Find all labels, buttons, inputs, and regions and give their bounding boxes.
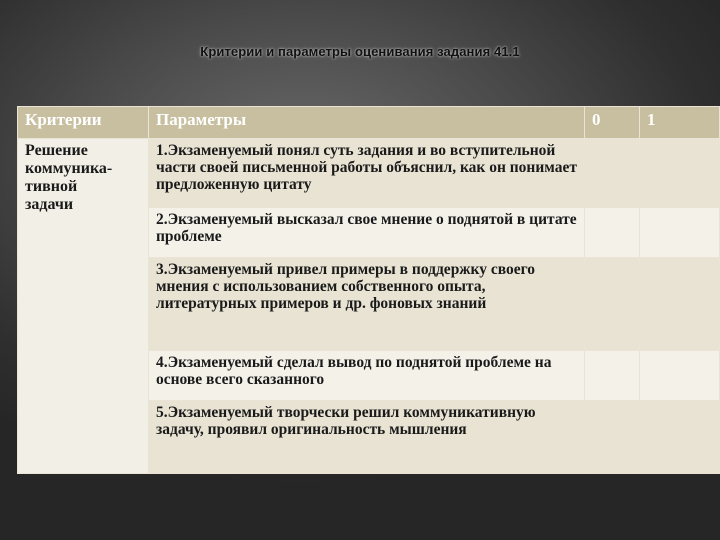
score-0-cell [585,350,640,400]
table-row [18,139,720,208]
parameter-text: 4.Экзаменуемый сделал вывод по поднятой проблеме на основе всего сказанного [156,353,552,388]
criterion-text: Решение коммуника-тивной задачи [25,142,113,213]
parameter-cell [149,350,585,400]
score-0-cell [585,401,640,474]
score-1-cell [640,350,720,400]
score-1-cell [640,207,720,257]
score-1-cell [640,258,720,351]
header-parameters: Параметры [149,107,585,139]
parameter-text: 5.Экзаменуемый творчески решил коммуникативную задачу, проявил оригинальность мышления [156,404,536,439]
table-header-row [18,107,720,139]
header-score-1: 1 [640,107,720,139]
slide-title: Критерии и параметры оценивания задания 41.1 [200,44,520,59]
score-1-cell [640,401,720,474]
score-0-cell [585,258,640,351]
parameter-cell [149,139,585,208]
parameter-text: 3.Экзаменуемый привел примеры в поддержку своего мнения с использованием собственного опыта, литературных примеров и др. фоновых знаний [156,261,536,313]
parameter-text: 2.Экзаменуемый высказал свое мнение о поднятой в цитате проблеме [156,210,577,245]
criterion-cell [18,139,149,474]
score-0-cell [585,207,640,257]
parameter-cell [149,401,585,474]
criteria-table [17,106,720,474]
score-1-cell [640,139,720,208]
parameter-cell [149,207,585,257]
header-score-0: 0 [585,107,640,139]
parameter-cell [149,258,585,351]
header-criteria: Критерии [18,107,149,139]
parameter-text: 1.Экзаменуемый понял суть задания и во вступительной части своей письменной работы объяснил, как он понимает предложенную цитату [156,142,577,193]
score-0-cell [585,139,640,208]
